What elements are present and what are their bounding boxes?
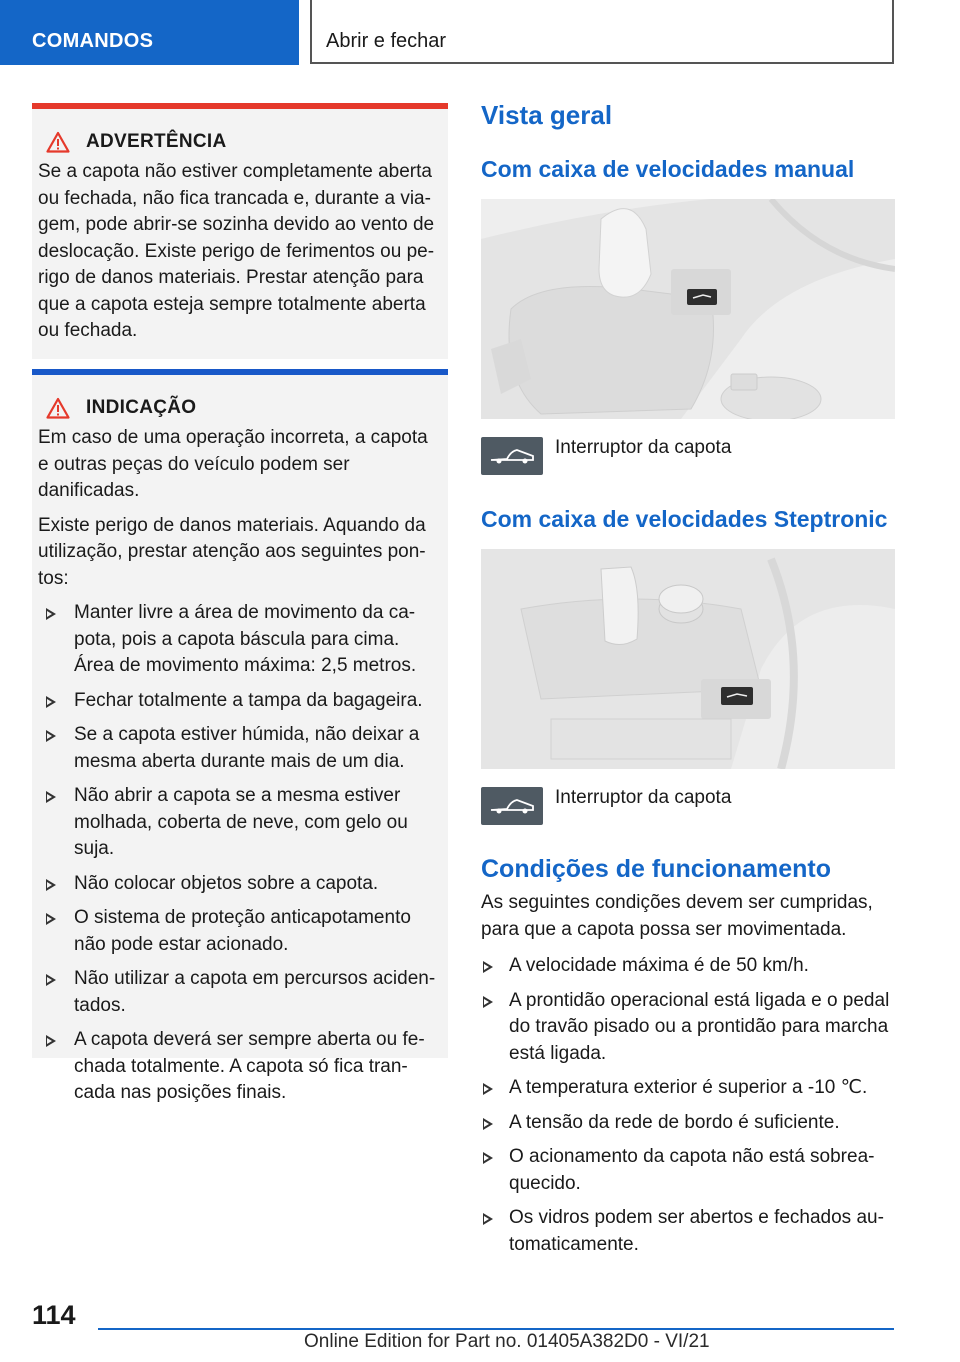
list-item: Não colocar objetos sobre a capota. (38, 871, 442, 898)
conditions-list (481, 953, 895, 1258)
steptronic-caption: Interruptor da capota (555, 787, 732, 808)
manual-heading: Com caixa de velocidades manual (481, 156, 855, 182)
convertible-top-icon (481, 787, 543, 825)
bullet-triangle-icon (483, 996, 493, 1008)
bullet-triangle-icon (46, 608, 56, 620)
bullet-triangle-icon (483, 1152, 493, 1164)
conditions-title: Condições de funcionamento (481, 855, 832, 883)
list-item: Fechar totalmente a tampa da bagageira. (38, 688, 442, 715)
section-tab (0, 0, 299, 65)
section-title: COMANDOS (32, 30, 154, 52)
bullet-triangle-icon (46, 730, 56, 742)
bullet-triangle-icon (483, 1118, 493, 1130)
bullet-triangle-icon (46, 1035, 56, 1047)
list-item: A prontidão operacional está ligada e o pedal do travão pisado ou a prontidão para marcha está ligada. (481, 988, 895, 1068)
list-item: Não utilizar a capota em percursos aciden-tados. (38, 966, 442, 1019)
overview-title: Vista geral (481, 100, 613, 130)
edition-text: Online Edition for Part no. 01405A382D0 - VI/21 (304, 1331, 710, 1352)
bullet-triangle-icon (483, 1083, 493, 1095)
convertible-top-icon (481, 437, 543, 475)
bullet-triangle-icon (46, 791, 56, 803)
note-list (38, 600, 442, 1107)
note-paragraph-1: Em caso de uma operação incorreta, a capota e outras peças do veículo podem ser danificadas. (38, 427, 428, 501)
bullet-triangle-icon (483, 1213, 493, 1225)
manual-caption: Interruptor da capota (555, 437, 732, 458)
steptronic-heading: Com caixa de velocidades Steptronic (481, 506, 888, 532)
list-item: Não abrir a capota se a mesma estiver molhada, coberta de neve, com gelo ou suja. (38, 783, 442, 863)
list-item: A temperatura exterior é superior a -10 ℃. (481, 1075, 895, 1102)
list-item: A velocidade máxima é de 50 km/h. (481, 953, 895, 980)
list-item: A tensão da rede de bordo é suficiente. (481, 1110, 895, 1137)
warning-box (32, 103, 448, 359)
list-item: A capota deverá ser sempre aberta ou fe-chada totalmente. A capota só fica tran-cada nas posições finais. (38, 1027, 442, 1107)
list-item: O sistema de proteção anticapotamento não pode estar acionado. (38, 905, 442, 958)
conditions-intro: As seguintes condições devem ser cumpridas, para que a capota possa ser movimentada. (481, 892, 873, 940)
warning-text: Se a capota não estiver completamente aberta ou fechada, não fica trancada e, durante a via-gem, pode abrir-se sozinha devido ao vento de deslocação. Existe perigo de ferimentos ou pe-rigo de danos materiais. Prestar atenção para que a capota esteja sempre totalmente aberta ou fechada. (38, 161, 435, 341)
list-item: Manter livre a área de movimento da ca-pota, pois a capota báscula para cima. Área de movimento máxima: 2,5 metros. (38, 600, 442, 680)
note-box (32, 369, 448, 1103)
note-title: INDICAÇÃO (86, 397, 197, 418)
manual-console-photo (481, 199, 895, 419)
list-item: Os vidros podem ser abertos e fechados au-tomaticamente. (481, 1205, 895, 1258)
bullet-triangle-icon (46, 696, 56, 708)
chapter-title: Abrir e fechar (326, 30, 447, 52)
steptronic-console-photo (481, 549, 895, 769)
warning-triangle-icon (46, 131, 70, 153)
note-paragraph-2: Existe perigo de danos materiais. Aquando da utilização, prestar atenção aos seguintes pon-tos: (38, 514, 426, 589)
list-item: Se a capota estiver húmida, não deixar a mesma aberta durante mais de um dia. (38, 722, 442, 775)
footer-rule (98, 1328, 894, 1330)
bullet-triangle-icon (46, 913, 56, 925)
warning-title: ADVERTÊNCIA (86, 131, 227, 152)
bullet-triangle-icon (46, 974, 56, 986)
chapter-tab (310, 0, 894, 64)
list-item: O acionamento da capota não está sobrea-quecido. (481, 1144, 895, 1197)
caution-triangle-icon (46, 397, 70, 419)
bullet-triangle-icon (46, 879, 56, 891)
right-column (481, 100, 895, 1266)
page-number: 114 (32, 1300, 76, 1330)
bullet-triangle-icon (483, 961, 493, 973)
